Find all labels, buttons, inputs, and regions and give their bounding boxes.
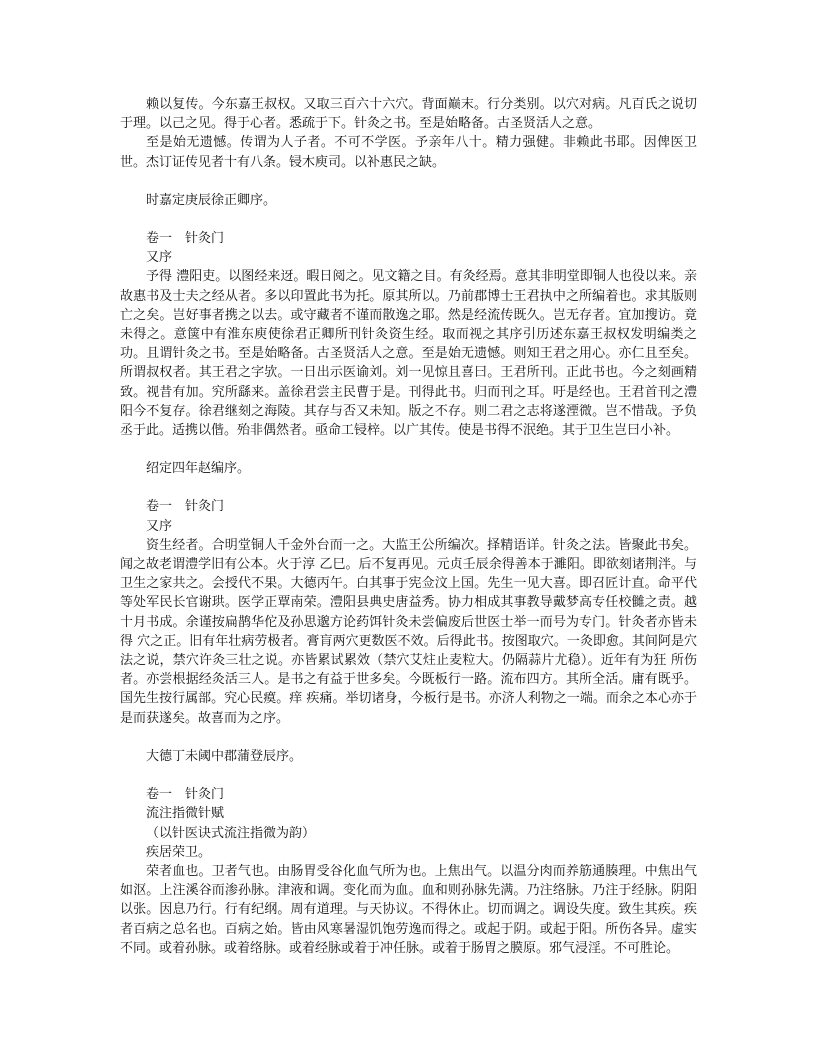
verse-line: 疾居荣卫。 — [146, 844, 212, 860]
paragraph: 至是始无遗憾。传谓为人子者。不可不学医。予亲年八十。精力强健。非赖此书耶。因俾医卫世。杰订证传见者十有八条。锓木庾司。以补惠民之缺。 — [120, 135, 697, 170]
spacer — [120, 440, 697, 459]
document-page — [120, 95, 697, 958]
spacer — [120, 172, 697, 191]
section-subtitle: 又序 — [146, 518, 173, 534]
signature-line: 大德丁未阈中郡蒲登辰序。 — [146, 748, 303, 764]
paragraph: 荣者血也。卫者气也。由肠胃受谷化血气所为也。上焦出气。以温分肉而养筋通腠理。中焦出气如沤。上注溪谷而渗孙脉。津液和调。变化而为血。血和则孙脉先满。乃注络脉。乃注于经脉。阴阳以张。因息乃行。行有纪纲。周有道理。与天协议。不得休止。切而调之。调设失度。致生其疾。疾者百病之总名也。百病之始。皆由风寒暑湿饥饱劳逸而得之。或起于阴。或起于阳。所伤各异。虚实不同。或着孙脉。或着络脉。或着经脉或着于冲任脉。或着于肠胃之膜原。邪气浸淫。不可胜论。 — [120, 863, 697, 956]
rhyme-note: （以针医诀式流注指微为韵） — [146, 825, 316, 841]
section-heading: 卷一 针灸门 — [146, 231, 225, 247]
spacer — [120, 210, 697, 229]
signature-line: 绍定四年赵编序。 — [146, 461, 251, 477]
paragraph: 赖以复传。今东嘉王叔权。又取三百六十六穴。背面巅末。行分类别。以穴对病。凡百氏之说切于理。以己之见。得于心者。悉疏于下。针灸之书。至是始略备。古圣贤活人之意。 — [120, 97, 697, 132]
spacer — [120, 478, 697, 497]
paragraph: 资生经者。合明堂铜人千金外台而一之。大监王公所编次。择精语详。针灸之法。皆聚此书矣。闻之故老谓澧学旧有公本。火于淳 乙巳。后不复再见。元贞壬辰余得善本于濉阳。即欲刻诸荆泮。与卫生之家共之。会授代不果。大德丙午。白其事于宪佥汶上国。先生一见大喜。即召匠计直。命平代等处军民长官谢珙。医学正覃南荣。澧阳县典史唐益秀。协力相成其事教导戴梦高专任校雠之责。越十月书成。余谨按扁鹊华佗及孙思邈方论药饵针灸未尝偏废后世医士举一而号为专门。针灸者亦皆未得 穴之正。旧有年壮病劳极者。膏肓两穴更数医不效。后得此书。按图取穴。一灸即愈。其间阿是穴法之说，禁穴许灸三壮之说。亦皆累试累效（禁穴艾炷止麦粒大。仍隔蒜片尤稳）。近年有为狂 所伤者。亦尝根据经灸活三人。是书之有益于世多矣。今既板行一路。流布四方。其所全活。庸有既乎。国先生按行属部。究心民瘼。痒 疾痛。举切诸身，今板行是书。亦济人利物之一端。而余之本心亦于是而获遂矣。故喜而为之序。 — [120, 537, 697, 726]
spacer — [120, 728, 697, 747]
spacer — [120, 766, 697, 785]
section-subtitle: 又序 — [146, 250, 173, 266]
signature-line: 时嘉定庚辰徐正卿序。 — [146, 192, 277, 208]
section-heading: 卷一 针灸门 — [146, 499, 225, 515]
section-heading: 卷一 针灸门 — [146, 787, 225, 803]
section-subtitle: 流注指微针赋 — [146, 806, 225, 822]
paragraph: 予得 澧阳吏。以图经来迓。暇日阅之。见文籍之目。有灸经焉。意其非明堂即铜人也役以来。亲故惠书及士夫之经从者。多以印置此书为托。原其所以。乃前郡博士王君执中之所编着也。求其版则亡之矣。岂好事者携之以去。或守藏者不谨而散逸之耶。然是经流传既久。岂无存者。宜加搜访。竟未得之。意箧中有淮东庾使徐君正卿所刊针灸资生经。取而视之其序引历述东嘉王叔权发明编类之功。且谓针灸之书。至是始略备。古圣贤活人之意。至是始无遗憾。则知王君之用心。亦仁且至矣。所谓叔权者。其王君之字欤。一日出示医谕刘。刘一见惊且喜曰。王君所刊。正此书也。今之刻画精致。视昔有加。究所繇来。盖徐君尝主民曹于是。刊得此书。归而刊之耳。吁是经也。王君首刊之澧阳今不复存。徐君继刻之海陵。其存与否又未知。版之不存。则二君之志将遂湮微。岂不惜哉。予负丞于此。适携以偕。殆非偶然者。亟命工锓梓。以广其传。使是书得不泯绝。其于卫生岂曰小补。 — [120, 269, 697, 439]
